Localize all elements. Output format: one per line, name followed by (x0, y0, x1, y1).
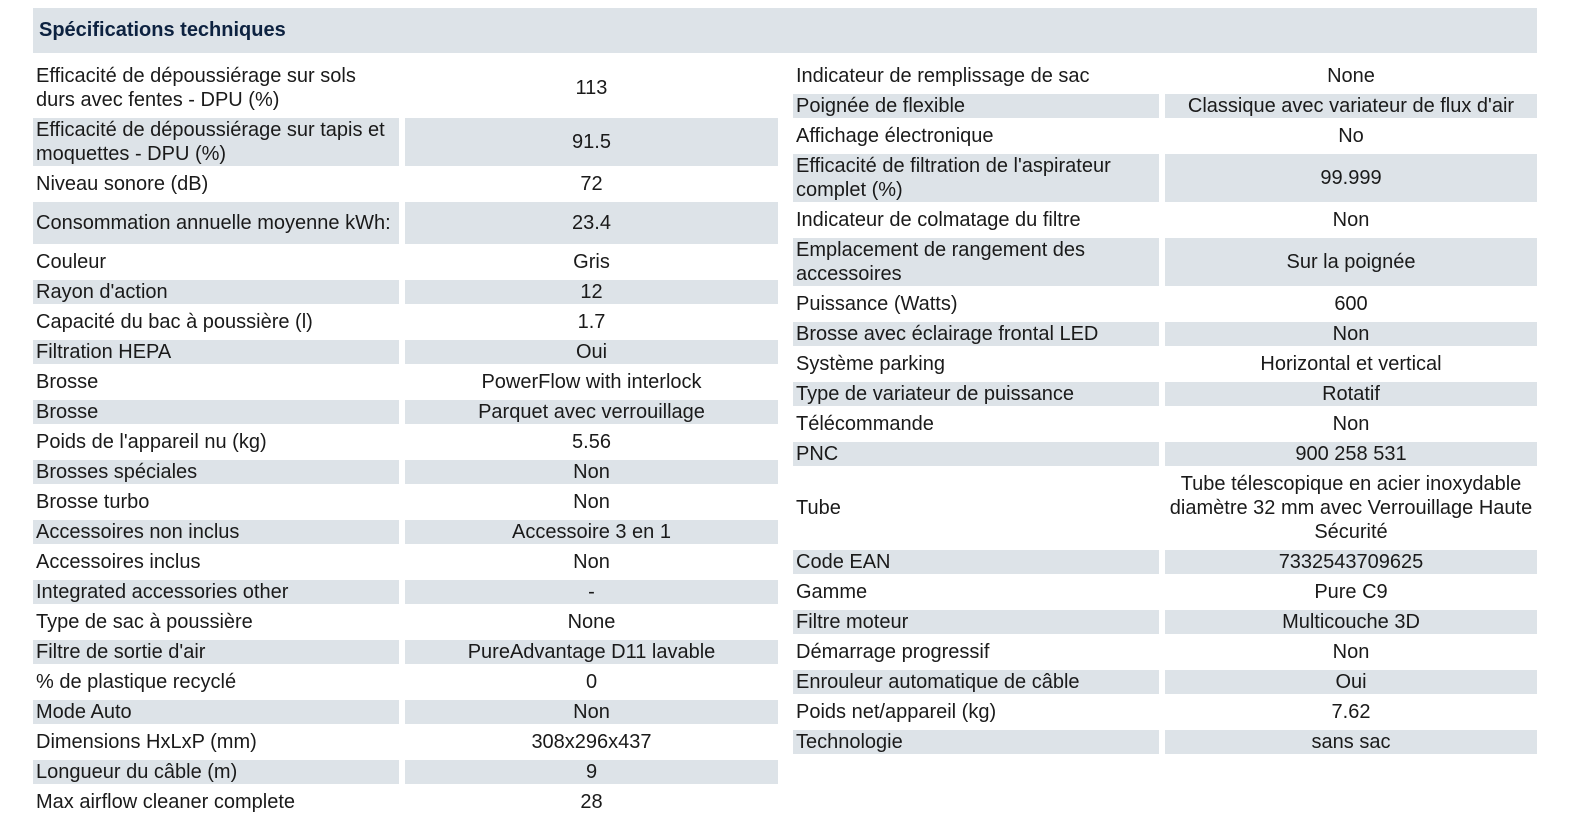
spec-value: Multicouche 3D (1165, 610, 1537, 640)
spec-label: Longueur du câble (m) (33, 760, 405, 790)
spec-table-left (33, 64, 778, 820)
spec-value: Non (405, 460, 778, 490)
spec-row (793, 322, 1537, 352)
spec-row (33, 202, 778, 250)
spec-label: Puissance (Watts) (793, 292, 1165, 322)
spec-value: None (1165, 64, 1537, 94)
spec-row (33, 400, 778, 430)
spec-label: Gamme (793, 580, 1165, 610)
spec-label: Démarrage progressif (793, 640, 1165, 670)
spec-label: Capacité du bac à poussière (l) (33, 310, 405, 340)
spec-label: % de plastique recyclé (33, 670, 405, 700)
spec-label: Max airflow cleaner complete (33, 790, 405, 820)
spec-value: PureAdvantage D11 lavable (405, 640, 778, 670)
spec-row (33, 340, 778, 370)
spec-value: 99.999 (1165, 154, 1537, 208)
spec-label: Indicateur de colmatage du filtre (793, 208, 1165, 238)
spec-value: Non (405, 700, 778, 730)
spec-value: Pure C9 (1165, 580, 1537, 610)
spec-row (793, 238, 1537, 292)
spec-label: Accessoires inclus (33, 550, 405, 580)
spec-row (793, 292, 1537, 322)
spec-label: Filtre moteur (793, 610, 1165, 640)
spec-label: Emplacement de rangement des accessoires (793, 238, 1165, 292)
spec-header (33, 8, 1537, 53)
spec-value: 7.62 (1165, 700, 1537, 730)
spec-label: Brosse avec éclairage frontal LED (793, 322, 1165, 352)
spec-row (793, 352, 1537, 382)
spec-value: 72 (405, 172, 778, 202)
spec-label: Brosse turbo (33, 490, 405, 520)
spec-label: Integrated accessories other (33, 580, 405, 610)
spec-label: Système parking (793, 352, 1165, 382)
spec-row (33, 550, 778, 580)
spec-label: Enrouleur automatique de câble (793, 670, 1165, 700)
spec-value: sans sac (1165, 730, 1537, 760)
spec-row (793, 640, 1537, 670)
spec-row (33, 430, 778, 460)
spec-row (33, 460, 778, 490)
spec-row (793, 412, 1537, 442)
spec-row (33, 730, 778, 760)
spec-row (33, 310, 778, 340)
spec-label: Dimensions HxLxP (mm) (33, 730, 405, 760)
spec-label: Type de variateur de puissance (793, 382, 1165, 412)
spec-label: Code EAN (793, 550, 1165, 580)
spec-value: Gris (405, 250, 778, 280)
spec-value: Parquet avec verrouillage (405, 400, 778, 430)
spec-value: Sur la poignée (1165, 238, 1537, 292)
spec-row (33, 670, 778, 700)
spec-label: Indicateur de remplissage de sac (793, 64, 1165, 94)
spec-label: Niveau sonore (dB) (33, 172, 405, 202)
spec-row (33, 640, 778, 670)
spec-value: Non (1165, 412, 1537, 442)
spec-label: Télécommande (793, 412, 1165, 442)
spec-value: 9 (405, 760, 778, 790)
spec-value: PowerFlow with interlock (405, 370, 778, 400)
spec-row (33, 790, 778, 820)
spec-row (33, 250, 778, 280)
spec-row (793, 550, 1537, 580)
spec-value: Oui (1165, 670, 1537, 700)
spec-row (33, 172, 778, 202)
spec-value: 28 (405, 790, 778, 820)
spec-label: Technologie (793, 730, 1165, 760)
spec-label: Poignée de flexible (793, 94, 1165, 124)
spec-table-right (793, 64, 1537, 760)
spec-value: Rotatif (1165, 382, 1537, 412)
spec-row (793, 670, 1537, 700)
spec-label: Type de sac à poussière (33, 610, 405, 640)
spec-value: Accessoire 3 en 1 (405, 520, 778, 550)
spec-value: 308x296x437 (405, 730, 778, 760)
spec-value: Tube télescopique en acier inoxydable diamètre 32 mm avec Verrouillage Haute Sécurité (1165, 472, 1537, 550)
spec-value: Non (405, 550, 778, 580)
spec-label: Accessoires non inclus (33, 520, 405, 550)
spec-value: No (1165, 124, 1537, 154)
spec-value: Classique avec variateur de flux d'air (1165, 94, 1537, 124)
spec-label: Poids net/appareil (kg) (793, 700, 1165, 730)
spec-row (793, 472, 1537, 550)
spec-row (793, 154, 1537, 208)
spec-row (793, 208, 1537, 238)
spec-row (33, 520, 778, 550)
spec-row (33, 370, 778, 400)
page-title: Spécifications techniques (39, 19, 286, 41)
spec-value: None (405, 610, 778, 640)
spec-label: Rayon d'action (33, 280, 405, 310)
spec-label: Couleur (33, 250, 405, 280)
spec-label: Tube (793, 472, 1165, 550)
spec-value: Horizontal et vertical (1165, 352, 1537, 382)
spec-label: Efficacité de filtration de l'aspirateur complet (%) (793, 154, 1165, 208)
spec-label: Mode Auto (33, 700, 405, 730)
spec-value: 7332543709625 (1165, 550, 1537, 580)
spec-value: 91.5 (405, 118, 778, 172)
spec-value: 113 (405, 64, 778, 118)
spec-row (33, 760, 778, 790)
spec-row (33, 280, 778, 310)
spec-label: Efficacité de dépoussiérage sur tapis et moquettes - DPU (%) (33, 118, 405, 172)
spec-row (793, 64, 1537, 94)
spec-value: - (405, 580, 778, 610)
spec-value: 12 (405, 280, 778, 310)
spec-value: Non (1165, 322, 1537, 352)
spec-row (793, 580, 1537, 610)
spec-value: 900 258 531 (1165, 442, 1537, 472)
spec-row (793, 94, 1537, 124)
spec-label: Brosse (33, 400, 405, 430)
spec-value: 5.56 (405, 430, 778, 460)
spec-row (33, 64, 778, 118)
spec-row (793, 610, 1537, 640)
spec-label: Filtre de sortie d'air (33, 640, 405, 670)
spec-value: 1.7 (405, 310, 778, 340)
spec-label: Brosses spéciales (33, 460, 405, 490)
spec-row (33, 610, 778, 640)
spec-row (33, 490, 778, 520)
spec-row (793, 730, 1537, 760)
spec-value: 23.4 (405, 202, 778, 250)
spec-row (33, 580, 778, 610)
spec-label: Poids de l'appareil nu (kg) (33, 430, 405, 460)
spec-label: Affichage électronique (793, 124, 1165, 154)
spec-value: 600 (1165, 292, 1537, 322)
spec-label: Consommation annuelle moyenne kWh: (33, 202, 405, 250)
spec-label: Brosse (33, 370, 405, 400)
spec-value: Oui (405, 340, 778, 370)
spec-row (793, 442, 1537, 472)
spec-value: Non (405, 490, 778, 520)
spec-value: 0 (405, 670, 778, 700)
spec-label: Filtration HEPA (33, 340, 405, 370)
spec-row (793, 700, 1537, 730)
spec-value: Non (1165, 208, 1537, 238)
spec-row (793, 124, 1537, 154)
spec-row (33, 700, 778, 730)
spec-label: PNC (793, 442, 1165, 472)
spec-row (793, 382, 1537, 412)
spec-label: Efficacité de dépoussiérage sur sols durs avec fentes - DPU (%) (33, 64, 405, 118)
spec-row (33, 118, 778, 172)
spec-value: Non (1165, 640, 1537, 670)
